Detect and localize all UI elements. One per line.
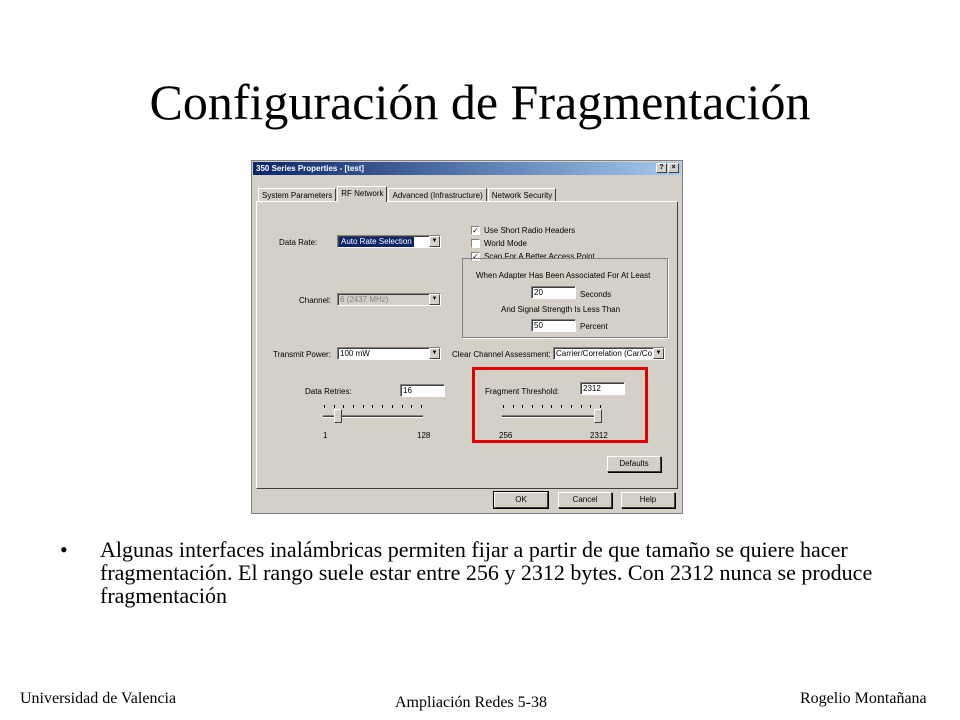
- data-retries-max: 128: [417, 431, 431, 440]
- seconds-unit: Seconds: [580, 290, 612, 299]
- fragment-threshold-highlight: [472, 367, 648, 443]
- chevron-down-icon[interactable]: ▼: [429, 236, 440, 247]
- bullet-marker: •: [60, 537, 68, 562]
- chevron-down-icon: ▼: [429, 294, 440, 305]
- fragment-threshold-label: Fragment Threshold:: [485, 387, 560, 396]
- fragment-threshold-value: 2312: [583, 384, 601, 393]
- data-retries-input[interactable]: [400, 384, 445, 397]
- percent-input[interactable]: [531, 319, 576, 332]
- chevron-down-icon[interactable]: ▼: [653, 348, 664, 359]
- data-retries-value: 16: [403, 386, 412, 395]
- scan-better-ap-checkbox[interactable]: ✓: [472, 252, 479, 261]
- transmit-power-select[interactable]: [337, 347, 441, 360]
- bullet-text: Algunas interfaces inalámbricas permiten fijar a partir de que tamaño se quiere hacer fragmentación. El rango suele estar entre 256 y 2312 bytes. Con 2312 nunca se produce fragmentación: [100, 537, 873, 608]
- clear-channel-value: Carrier/Correlation (Car/Co: [556, 349, 653, 358]
- tab-rf-network[interactable]: RF Network: [337, 186, 387, 202]
- short-radio-headers-label: Use Short Radio Headers: [484, 226, 576, 235]
- data-rate-select[interactable]: [337, 235, 441, 248]
- dialog-title: 350 Series Properties - [test]: [256, 164, 365, 173]
- data-rate-value: Auto Rate Selection: [341, 237, 412, 246]
- channel-value: 6 (2437 MHz): [340, 295, 389, 304]
- cancel-button[interactable]: Cancel: [558, 492, 612, 508]
- transmit-power-label: Transmit Power:: [273, 350, 331, 359]
- signal-strength-label: And Signal Strength Is Less Than: [501, 305, 621, 314]
- data-rate-label: Data Rate:: [279, 238, 318, 247]
- properties-dialog: [251, 160, 683, 514]
- chevron-down-icon[interactable]: ▼: [429, 348, 440, 359]
- scan-better-ap-label: Scan For A Better Access Point: [484, 252, 595, 261]
- percent-value: 50: [534, 321, 543, 330]
- channel-label: Channel:: [299, 296, 332, 305]
- footer-left: Universidad de Valencia: [20, 690, 177, 707]
- clear-channel-label: Clear Channel Assessment:: [452, 350, 551, 359]
- seconds-input[interactable]: [531, 286, 576, 299]
- ok-button[interactable]: OK: [494, 492, 548, 508]
- fragment-threshold-min: 256: [499, 431, 513, 440]
- close-title-button[interactable]: ×: [668, 163, 679, 173]
- footer-right: Rogelio Montañana: [800, 690, 927, 707]
- data-retries-slider-thumb[interactable]: [334, 409, 342, 423]
- channel-select: [337, 293, 441, 306]
- rf-network-panel: [256, 201, 678, 489]
- world-mode-label: World Mode: [484, 239, 527, 248]
- data-retries-min: 1: [323, 431, 328, 440]
- fragment-threshold-max: 2312: [590, 431, 608, 440]
- tab-system-parameters[interactable]: System Parameters: [258, 188, 336, 202]
- slide-title: Configuración de Fragmentación: [149, 74, 811, 130]
- seconds-value: 20: [534, 288, 543, 297]
- help-button[interactable]: Help: [621, 492, 675, 508]
- dialog-titlebar[interactable]: [253, 162, 681, 175]
- help-title-button[interactable]: ?: [656, 163, 667, 173]
- tab-network-security[interactable]: Network Security: [488, 188, 556, 202]
- short-radio-headers-checkbox[interactable]: ✓: [472, 226, 479, 235]
- transmit-power-value: 100 mW: [340, 349, 370, 358]
- associated-label: When Adapter Has Been Associated For At Least: [476, 271, 651, 280]
- footer-center: Ampliación Redes 5-38: [395, 694, 547, 711]
- world-mode-checkbox[interactable]: [471, 239, 480, 248]
- data-retries-label: Data Retries:: [305, 387, 352, 396]
- defaults-button[interactable]: Defaults: [607, 456, 661, 472]
- data-retries-ticks: [324, 405, 422, 408]
- tab-advanced-infrastructure[interactable]: Advanced (Infrastructure): [388, 188, 486, 202]
- tab-strip: [258, 187, 557, 202]
- percent-unit: Percent: [580, 322, 608, 331]
- clear-channel-select[interactable]: [553, 347, 665, 360]
